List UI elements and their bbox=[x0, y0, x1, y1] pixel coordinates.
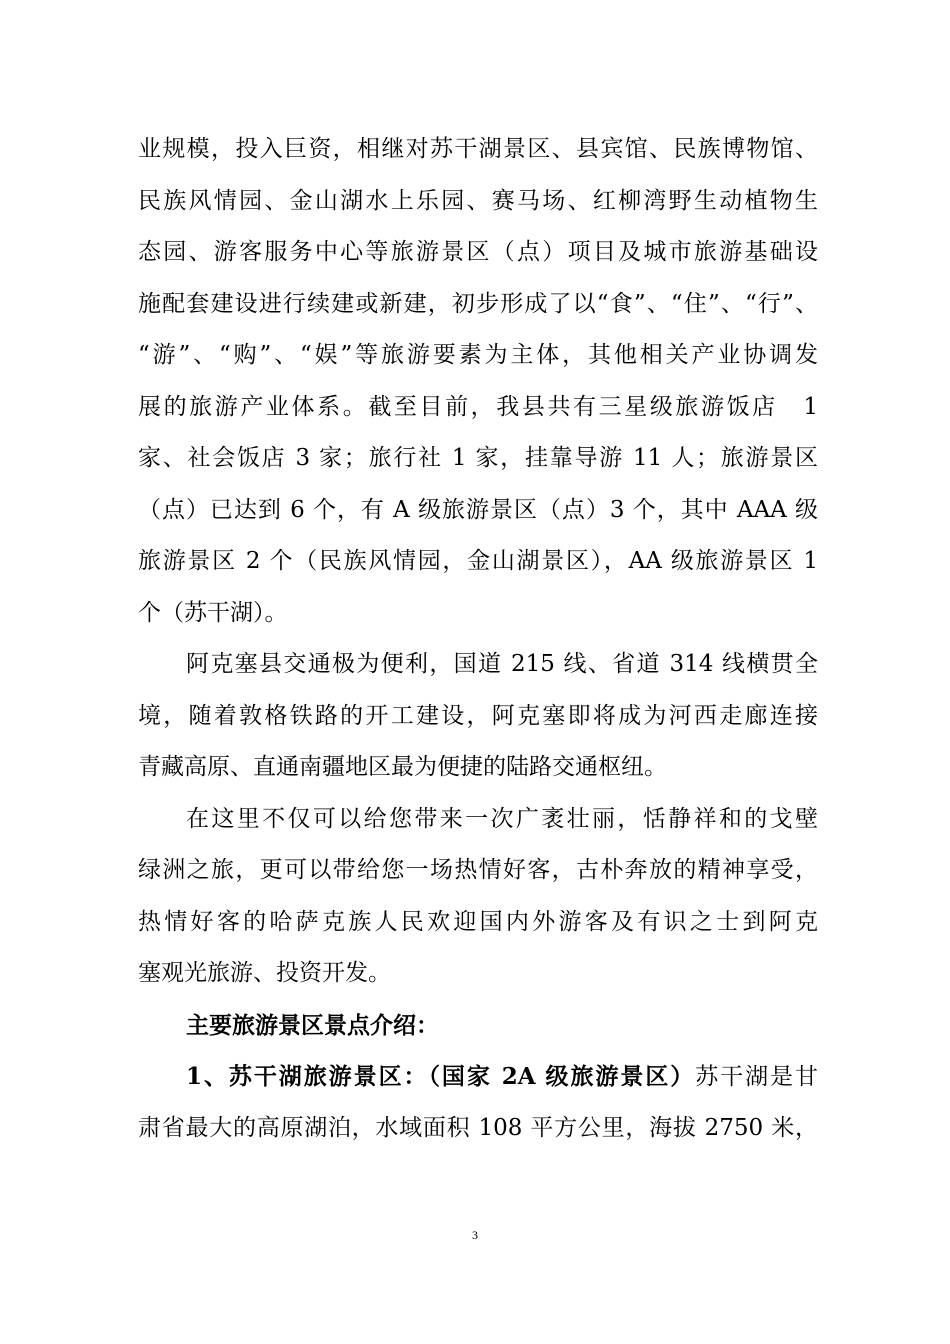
text-line: （点）已达到 6 个，有 A 级旅游景区（点）3 个，其中 AAA 级 bbox=[138, 496, 818, 523]
text-line: “游”、“购”、“娱”等旅游要素为主体，其他相关产业协调发 bbox=[138, 342, 818, 368]
text-line: 境，随着敦格铁路的开工建设，阿克塞即将成为河西走廊连接 bbox=[138, 702, 818, 729]
text-line: 业规模，投入巨资，相继对苏干湖景区、县宾馆、民族博物馆、 bbox=[138, 136, 818, 162]
text-line: 施配套建设进行续建或新建，初步形成了以“食”、“住”、“行”、 bbox=[138, 290, 818, 317]
text-line: 青藏高原、直通南疆地区最为便捷的陆路交通枢纽。 bbox=[138, 754, 667, 780]
text-line: 热情好客的哈萨克族人民欢迎国内外游客及有识之士到阿克 bbox=[138, 908, 818, 935]
text-line: 民族风情园、金山湖水上乐园、赛马场、红柳湾野生动植物生 bbox=[138, 187, 818, 214]
text-line: 个（苏干湖）。 bbox=[138, 599, 288, 626]
text-line: 旅游景区 2 个（民族风情园，金山湖景区），AA 级旅游景区 1 bbox=[138, 548, 818, 574]
document-body bbox=[138, 124, 818, 1154]
text-run: 苏干湖是甘 bbox=[695, 1064, 818, 1090]
text-line: 塞观光旅游、投资开发。 bbox=[138, 960, 391, 986]
section-heading: 主要旅游景区景点介绍： bbox=[186, 1011, 439, 1039]
page-number: 3 bbox=[472, 1228, 478, 1242]
text-line: 家、社会饭店 3 家；旅行社 1 家，挂靠导游 11 人；旅游景区 bbox=[138, 445, 818, 471]
text-line: 在这里不仅可以给您带来一次广袤壮丽，恬静祥和的戈壁 bbox=[186, 805, 818, 832]
text-line: 阿克塞县交通极为便利，国道 215 线、省道 314 线横贯全 bbox=[186, 651, 818, 677]
subsection-heading: 1、苏干湖旅游景区：（国家 2A 级旅游景区） bbox=[186, 1063, 696, 1090]
text-line: 态园、游客服务中心等旅游景区（点）项目及城市旅游基础设 bbox=[138, 239, 818, 265]
text-line bbox=[138, 1051, 818, 1103]
text-line: 肃省最大的高原湖泊，水域面积 108 平方公里，海拔 2750 米， bbox=[138, 1114, 818, 1141]
text-line: 绿洲之旅，更可以带给您一场热情好客，古朴奔放的精神享受， bbox=[138, 857, 818, 883]
text-line: 展的旅游产业体系。截至目前，我县共有三星级旅游饭店 1 bbox=[138, 393, 818, 420]
